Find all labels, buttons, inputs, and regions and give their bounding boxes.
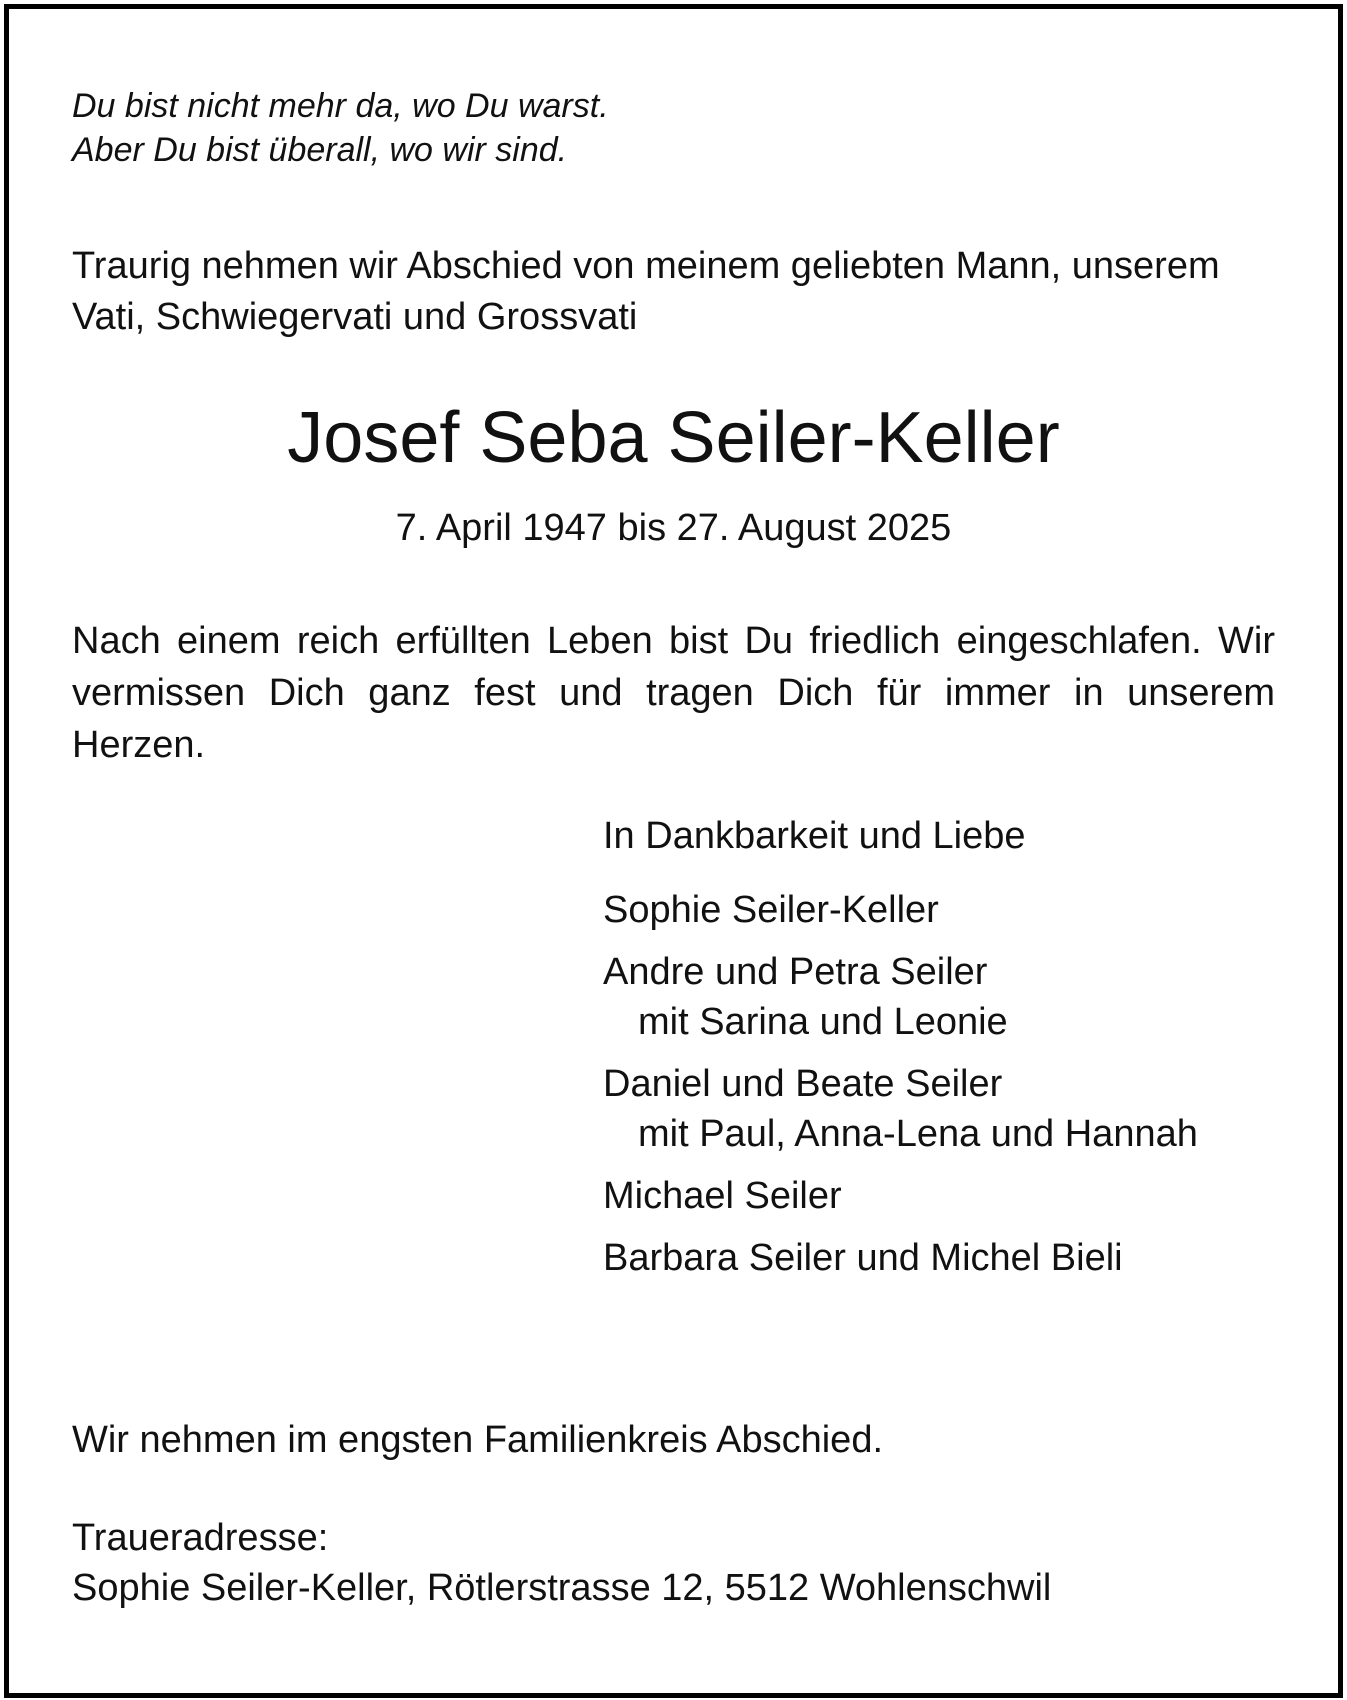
farewell-note: Wir nehmen im engsten Familienkreis Abschied. bbox=[72, 1419, 884, 1461]
intro-line-1: Traurig nehmen wir Abschied von meinem geliebten Mann, unserem bbox=[72, 245, 1220, 287]
life-dates: 7. April 1947 bis 27. August 2025 bbox=[395, 507, 952, 549]
mourner-children: mit Paul, Anna-Lena und Hannah bbox=[638, 1113, 1198, 1155]
closing-line: In Dankbarkeit und Liebe bbox=[603, 815, 1026, 857]
motto-line-1: Du bist nicht mehr da, wo Du warst. bbox=[72, 87, 609, 125]
mourner-entry: Michael Seiler bbox=[603, 1175, 842, 1217]
motto-line-2: Aber Du bist überall, wo wir sind. bbox=[72, 131, 568, 169]
mourner-entry: Daniel und Beate Seiler bbox=[603, 1063, 1003, 1105]
deceased-name: Josef Seba Seiler-Keller bbox=[287, 398, 1060, 478]
mourner-entry: Andre und Petra Seiler bbox=[603, 951, 988, 993]
address-label: Traueradresse: bbox=[72, 1517, 329, 1559]
mourner-children: mit Sarina und Leonie bbox=[638, 1001, 1008, 1043]
mourner-entry: Sophie Seiler-Keller bbox=[603, 889, 939, 931]
message-paragraph: Nach einem reich erfüllten Leben bist Du friedlich eingeschlafen. Wir vermissen Dich ganz fest und tragen Dich für immer in unserem Herzen. bbox=[72, 620, 1275, 766]
address-value: Sophie Seiler-Keller, Rötlerstrasse 12, 5512 Wohlenschwil bbox=[72, 1567, 1052, 1609]
intro-line-2: Vati, Schwiegervati und Grossvati bbox=[72, 296, 638, 338]
mourner-entry: Barbara Seiler und Michel Bieli bbox=[603, 1237, 1123, 1279]
